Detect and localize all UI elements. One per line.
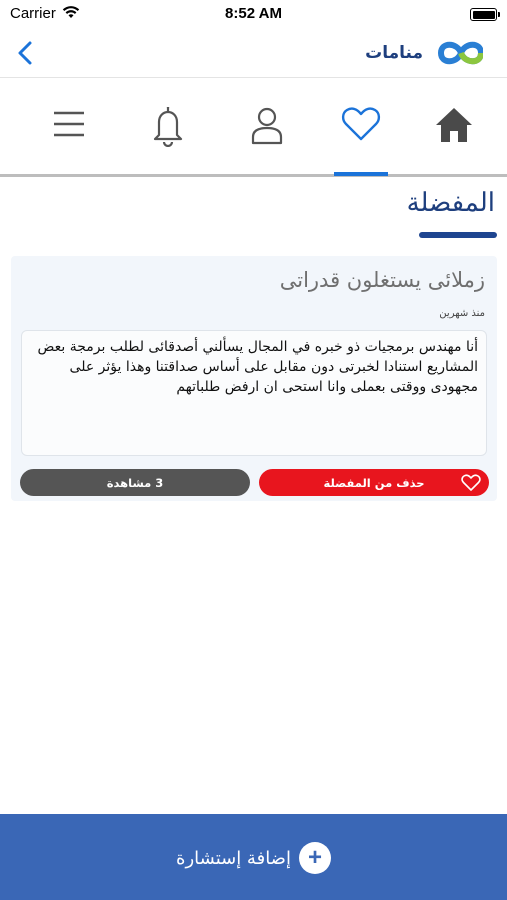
views-count-badge <box>20 469 250 496</box>
title-underline <box>419 232 497 238</box>
add-consultation-content <box>0 842 507 874</box>
add-consultation-label: إضافة إستشارة <box>176 847 291 869</box>
remove-favorite-label: حذف من المفضلة <box>323 475 425 490</box>
remove-favorite-button[interactable] <box>259 469 489 496</box>
plus-icon: + <box>299 842 331 874</box>
card-title: زملائى يستغلون قدراتى <box>279 268 485 292</box>
status-time: 8:52 AM <box>225 5 282 22</box>
tab-menu[interactable] <box>44 99 94 151</box>
consultation-card[interactable] <box>11 256 497 501</box>
card-time: منذ شهرين <box>439 308 485 319</box>
page-title: المفضلة <box>406 188 495 218</box>
menu-icon <box>50 105 88 143</box>
status-bar <box>0 0 507 30</box>
active-tab-indicator <box>334 172 388 176</box>
battery-icon <box>470 8 497 21</box>
navigation-bar <box>0 30 507 78</box>
tab-home[interactable] <box>428 99 478 151</box>
tab-bar <box>0 79 507 177</box>
heart-outline-icon <box>461 474 481 492</box>
tab-profile[interactable] <box>242 99 292 151</box>
carrier-label: Carrier <box>10 5 56 22</box>
views-count-label: 3 مشاهدة <box>106 475 164 490</box>
tab-favorites[interactable] <box>335 99 385 151</box>
app-logo <box>363 34 483 72</box>
user-icon <box>248 105 286 147</box>
chevron-left-icon <box>12 38 40 68</box>
back-button[interactable] <box>12 38 40 68</box>
heart-icon <box>341 105 381 143</box>
bell-icon <box>149 105 187 147</box>
tab-notifications[interactable] <box>143 99 193 151</box>
home-icon <box>434 105 474 145</box>
add-consultation-button[interactable] <box>0 814 507 900</box>
logo-text: منامات <box>365 43 423 63</box>
card-body: أنا مهندس برمجيات ذو خبره في المجال يسألني أصدقائى لطلب برمجة بعض المشاريع استنادا لخبرتى دون مقابل على أساس صداقتنا وهذا يؤثر على مجهودى ووقتى بعملى وانا استحى ان ارفض طلباتهم <box>21 330 487 456</box>
